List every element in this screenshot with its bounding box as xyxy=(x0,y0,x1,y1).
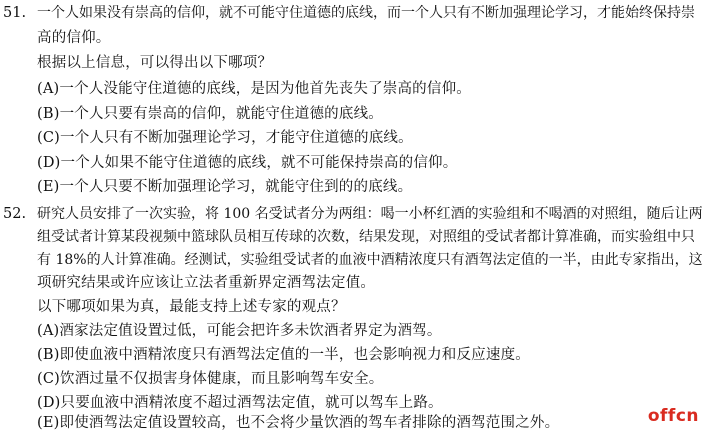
question-stem-line: 项研究结果或许应该让立法者重新界定酒驾法定值。 xyxy=(37,275,376,291)
question-number: 51. xyxy=(3,5,27,21)
option-a: (A)酒家法定值设置过低，可能会把许多未饮酒者界定为酒驾。 xyxy=(37,323,442,339)
question-stem-line: 组受试者计算某段视频中篮球队员相互传球的次数，结果发现，对照组的受试者都计算准确，而实验组中只 xyxy=(37,229,695,245)
option-b: (B)一个人只要有崇高的信仰，就能守住道德的底线。 xyxy=(37,106,383,122)
option-d: (D)一个人如果不能守住道德的底线，就不可能保持崇高的信仰。 xyxy=(37,155,458,171)
option-b: (B)即使血液中酒精浓度只有酒驾法定值的一半，也会影响视力和反应速度。 xyxy=(37,347,530,363)
question-number: 52. xyxy=(3,206,27,222)
option-e: (E)一个人只要不断加强理论学习，就能守住到的的底线。 xyxy=(37,179,413,195)
option-c: (C)一个人只有不断加强理论学习，才能守住道德的底线。 xyxy=(37,130,413,146)
question-stem-line: 研究人员安排了一次实验，将 100 名受试者分为两组：喝一小杯红酒的实验组和不喝酒的对照组，随后让两 xyxy=(37,206,703,222)
watermark-logo: offcn xyxy=(647,406,699,426)
option-e: (E)即使酒驾法定值设置较高，也不会将少量饮酒的驾车者排除的酒驾范围之外。 xyxy=(37,415,560,431)
question-stem-line: 有 18%的人计算准确。经测试，实验组受试者的血液中酒精浓度只有酒驾法定值的一半，由此专家指出，这 xyxy=(37,252,703,268)
question-prompt: 根据以上信息，可以得出以下哪项？ xyxy=(37,55,273,71)
question-prompt: 以下哪项如果为真，最能支持上述专家的观点？ xyxy=(37,299,346,315)
option-d: (D)只要血液中酒精浓度不超过酒驾法定值，就可以驾车上路。 xyxy=(37,395,443,411)
question-stem-line: 高的信仰。 xyxy=(37,30,111,46)
option-a: (A)一个人没能守住道德的底线，是因为他首先丧失了崇高的信仰。 xyxy=(37,81,471,97)
option-c: (C)饮酒过量不仅损害身体健康，而且影响驾车安全。 xyxy=(37,371,384,387)
question-stem-line: 一个人如果没有崇高的信仰，就不可能守住道德的底线，而一个人只有不断加强理论学习，才能始终保持崇 xyxy=(37,5,695,21)
